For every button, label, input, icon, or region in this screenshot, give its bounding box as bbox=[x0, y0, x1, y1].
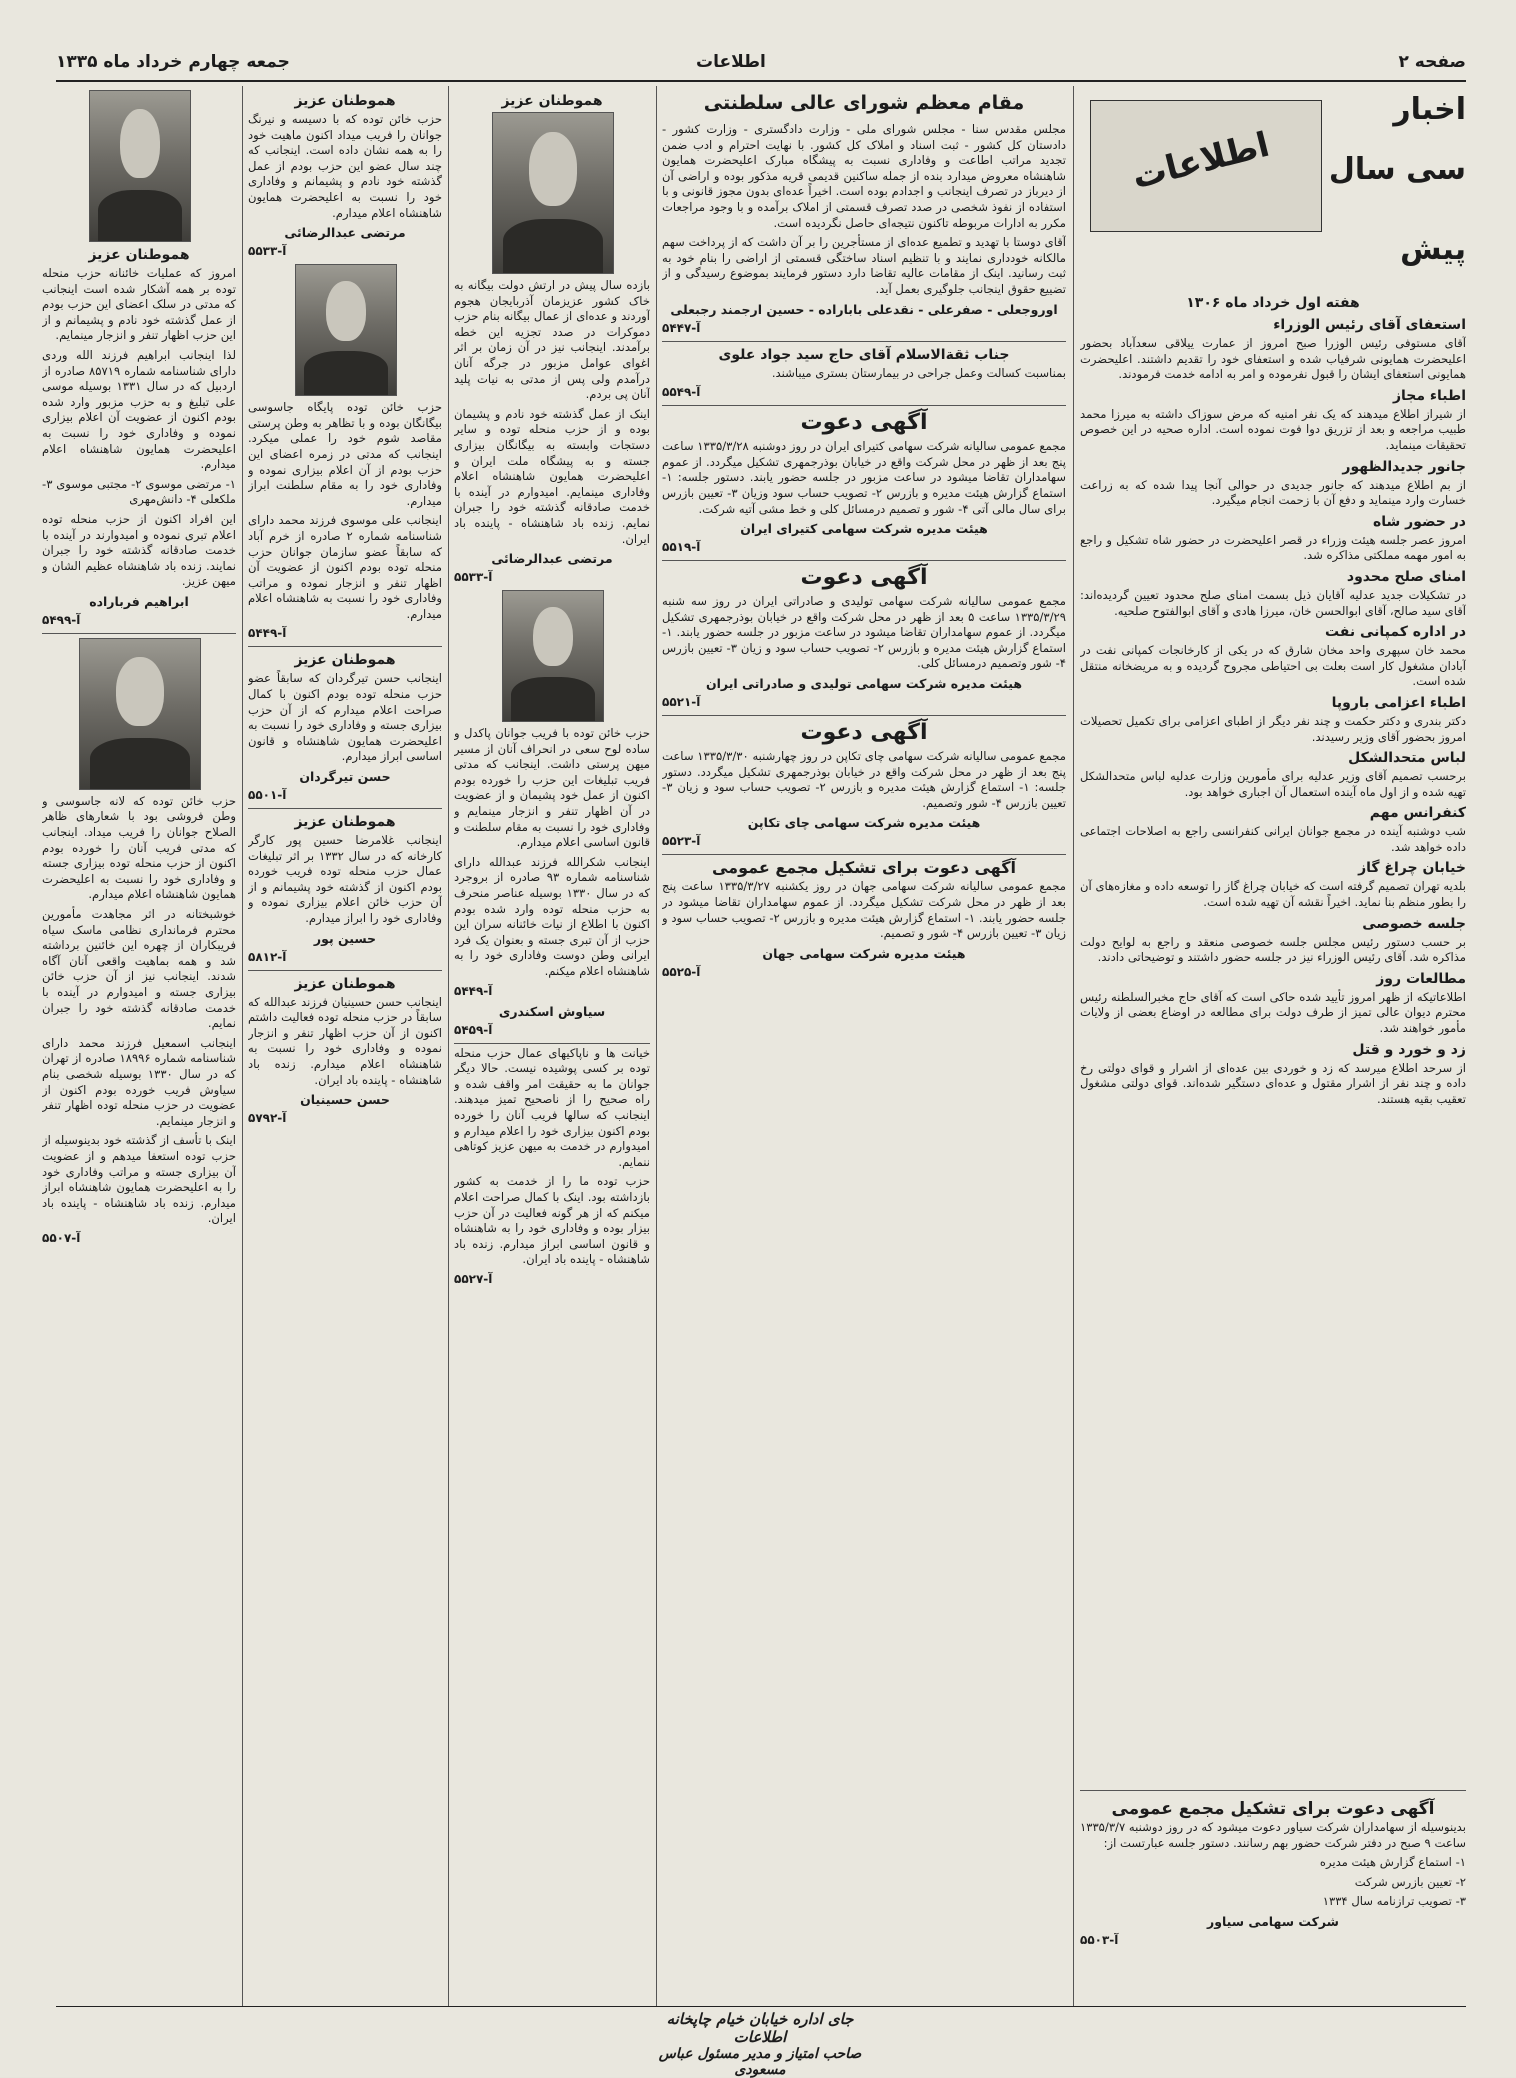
column-thirty-years-ago bbox=[1080, 90, 1466, 2005]
news-heading: خیابان چراغ گاز bbox=[1358, 860, 1466, 877]
column-petition-ads bbox=[662, 88, 1066, 2003]
statement-code: آ-۵۵۳۳ bbox=[248, 244, 287, 259]
news-text: از شیراز اطلاع میدهند که یک نفر امنیه که مرض سوزاک داشته به میرزا محمد طبیب مراجعه و بعد از تزریق دوا فوت نموده است. اداره صحیه در این خصوص تحقیقات مینماید. bbox=[1080, 406, 1466, 452]
portrait-photo bbox=[89, 90, 191, 242]
statement-body: اینک از عمل گذشته خود نادم و پشیمان بوده و از حزب منحله توده و سایر دستجات وابسته به بیگانگان بیزاری جسته و به پیشگاه ملت ایران و اعلیحضرت همایون شاهنشاه اعلام وفاداری مینمایم. امیدوارم در آینده با خدمت صادقانه گذشته خود را جبران نمایم. زنده باد شاهنشاه - پاینده باد ایران. bbox=[454, 406, 650, 546]
portrait-photo bbox=[502, 590, 604, 722]
footer-rule bbox=[56, 2006, 1466, 2007]
statement-body: این افراد اکنون از حزب منحله توده اعلام تبری نموده و امیدوارند در آینده با خدمت صادقانه گذشته خود را جبران نمایند. زنده باد شاهنشاه عظیم الشان و میهن عزیز. bbox=[42, 511, 236, 589]
statement-code: آ-۵۵۰۱ bbox=[248, 788, 287, 803]
ad-item: ۳- تصویب ترازنامه سال ۱۳۳۴ bbox=[1322, 1894, 1466, 1909]
statement-body: لذا اینجانب ابراهیم فرزند الله وردی دارای شناسنامه شماره ۸۵۷۱۹ صادره از اردبیل که در سال ۱۳۳۱ بوسیله موسی علی تبلیغ و به حزب مزبور وارد شده بودم اکنون از عضویت آن اعلام بیزاری نموده و وفاداری خود را نسبت به اعلیحضرت همایون شاهنشاه اعلام میدارم. bbox=[42, 347, 236, 472]
statement-body: اینجانب غلامرضا حسین پور کارگر کارخانه که در سال ۱۳۳۲ بر اثر تبلیغات عمال حزب منحله توده فریب خورده بودم اکنون از گذشته خود پشیمانم و از آن حزب خائن اعلام بیزاری نموده و وفاداری خود را ابراز میدارم. bbox=[248, 833, 442, 925]
statement-body: اینک با تأسف از گذشته خود بدینوسیله از حزب توده استعفا میدهم و از عضویت آن بیزاری جسته و مراتب وفاداری خود را به اعلیحضرت همایون شاهنشاه ابراز میدارم. زنده باد شاهنشاه - پاینده باد ایران. bbox=[42, 1133, 236, 1226]
logo-text: اطلاعات bbox=[1128, 124, 1274, 198]
statement-body: بازده سال پیش در ارتش دولت بیگانه به خاک کشور عزیزمان آذربایجان هجوم آوردند و عده‌ای از عمال بیگانه بنام حزب دموکرات در صدد تجزیه این خطه برآمدند. اینجانب نیز در آن زمان بر اثر اغوای عوامل مزبور در جرگه آنان درآمدم ولی پس از مدتی به نیات پلید آنان پی بردم. bbox=[454, 278, 650, 402]
news-heading: کنفرانس مهم bbox=[1369, 805, 1466, 822]
news-heading: جانور جدیدالظهور bbox=[1342, 458, 1466, 475]
week-heading: هفته اول خرداد ماه ۱۳۰۶ bbox=[1186, 295, 1360, 311]
ad-signature: هیئت مدیره شرکت سهامی جهان bbox=[762, 945, 966, 961]
petition-title: مقام معظم شورای عالی سلطنتی bbox=[703, 92, 1025, 114]
statement-title: هموطنان عزیز bbox=[88, 247, 190, 263]
column-statements-a bbox=[454, 88, 650, 2003]
column-divider bbox=[448, 86, 449, 2006]
statement-signature: ابراهیم فرباراده bbox=[89, 593, 189, 609]
statement-code: آ-۵۵۳۳ bbox=[454, 570, 493, 585]
ad-item: ۱- استماع گزارش هیئت مدیره bbox=[1319, 1855, 1466, 1870]
statement-body: اینجانب حسن حسینیان فرزند عبدالله که سابقاً در حزب منحله توده فعالیت داشتم اکنون از آن حزب اظهار تنفر و انزجار نموده و وفاداری خود را نسبت به شاهنشاه اعلام میدارم. زنده باد شاهنشاه - پاینده باد ایران. bbox=[248, 994, 442, 1087]
news-heading: امنای صلح محدود bbox=[1346, 568, 1466, 585]
ad-separator bbox=[1080, 1790, 1466, 1791]
portrait-photo bbox=[79, 638, 201, 790]
statement-code: آ-۵۴۵۹ bbox=[454, 1022, 493, 1037]
statement-body: خوشبختانه در اثر مجاهدت مأمورین محترم فرمانداری نظامی ماسک سیاه فریبکاران از چهره این خائنین برداشته شد و همه بماهیت واقعی آنان آگاه شدند. اینجانب نیز از آن حزب خائن بیزاری جسته و امیدوارم در آینده با خدمت صادقانه گذشته خود را جبران نمایم. bbox=[42, 907, 236, 1031]
statement-signature: مرتضی عبدالرضائی bbox=[284, 225, 406, 241]
news-heading: جلسه خصوصی bbox=[1362, 915, 1466, 932]
ad-title: آگهی دعوت bbox=[800, 410, 928, 436]
petition-body: آقای دوستا با تهدید و تطمیع عده‌ای از مستأجرین را بر آن داشت که از پرداخت سهم مالکانه خودداری نمایند و با تنظیم اسناد ساختگی قسمتی از اراضی را بنام خود به ثبت رسانید. اینک از مقامات عالیه تقاضا دارد دستور فرمایند بموضوع رسیدگی و از تضییع حقوق اینجانب جلوگیری بعمل آید. bbox=[662, 235, 1066, 296]
news-heading: لباس متحدالشکل bbox=[1348, 750, 1466, 767]
ad-code: آ-۵۵۱۹ bbox=[662, 540, 701, 555]
ad-code: آ-۵۵۲۱ bbox=[662, 695, 701, 710]
ad-text: مجمع عمومی سالیانه شرکت سهامی جهان در روز یکشنبه ۱۳۳۵/۳/۲۷ ساعت پنج بعد از ظهر در محل شرکت تشکیل میگردد. از عموم سهامداران تقاضا میشود در جلسه حضور یابند. ۱- استماع گزارش هیئت مدیره و بازرس ۲- تصویب حساب سود و زیان ۳- تعیین بازرس ۴- شور و تصمیم. bbox=[662, 879, 1066, 941]
statement-body: حزب خائن توده که لانه جاسوسی و وطن فروشی بود با شعارهای ظاهر الصلاح جوانان را فریب میداد. اینجانب که مدتی فریب آنان را خورده بودم اکنون از حزب منحله توده بیزاری جسته و وفاداری خود را نسبت به اعلیحضرت همایون شاهنشاه اعلام میدارم. bbox=[42, 793, 236, 902]
column-divider bbox=[1073, 86, 1074, 2006]
petition-signers: اوروجعلی - صفرعلی - نقدعلی باباراده - حسین ارجمند رجبعلی bbox=[670, 301, 1058, 317]
statement-code: آ-۵۵۰۷ bbox=[42, 1230, 81, 1245]
divider bbox=[248, 646, 442, 647]
column-statements-b bbox=[248, 88, 442, 2003]
divider bbox=[662, 341, 1066, 342]
portrait bbox=[492, 112, 612, 272]
portrait-photo bbox=[295, 264, 397, 396]
header-rule bbox=[56, 80, 1466, 82]
statement-body: خیانت ها و ناپاکیهای عمال حزب منحله توده بر کسی پوشیده نیست. حالا دیگر جوانان ما به حقیقت امر واقف شده و راه صحیح را از ناصحیح تمیز میدهند. اینجانب که سالها فریب آنان را خورده بودم اکنون بیزاری خود را اعلام میدارم و امیدوارم در خدمت به میهن عزیز کوتاهی ننمایم. bbox=[454, 1045, 650, 1169]
column-statements-c bbox=[42, 88, 236, 2003]
portrait bbox=[502, 590, 602, 720]
masthead-title-1: اخبار bbox=[1393, 92, 1466, 127]
notice-text: بمناسبت کسالت وعمل جراحی در بیمارستان بستری میباشند. bbox=[771, 365, 1066, 380]
ad-code: آ-۵۵۲۵ bbox=[662, 964, 701, 979]
statement-body: اینجانب شکرالله فرزند عبدالله دارای شناسنامه شماره ۹۳ صادره از بروجرد که در سال ۱۳۳۰ بوسیله عناصر منحرف به حزب منحله توده وارد شده بودم اکنون با اطلاع از نیات خائنانه سران این حزب از آن تبری جسته و بعنوان یک فرد ایرانی وطن دوست وفاداری خود را به شاهنشاه اعلام میکنم. bbox=[454, 854, 650, 978]
ad-text: مجمع عمومی سالیانه شرکت سهامی کتیرای ایران در روز دوشنبه ۱۳۳۵/۳/۲۸ ساعت پنج بعد از ظهر در محل شرکت واقع در خیابان بوذرجمهری تشکیل میگردد. از عموم سهامداران تقاضا میشود در ساعت مزبور در جلسه حضور یابند. دستور جلسه: ۱- استماع گزارش هیئت مدیره و بازرس ۲- تصویب حساب سود وزیان ۳- تعیین بازرس برای سال مالی آتی ۴- شور و تصمیم درمسائل کلی و خط مشی آتیه شرکت. bbox=[662, 439, 1066, 516]
news-text: بلدیه تهران تصمیم گرفته است که خیابان چراغ گاز را توسعه داده و مغازه‌های آن را بطور منظم بنا نماید. اخیراً نقشه آن تهیه شده است. bbox=[1080, 879, 1466, 910]
statement-code: آ-۵۸۱۲ bbox=[248, 949, 287, 964]
news-text: بر حسب دستور رئیس مجلس جلسه خصوصی منعقد و راجع به لوایح دولت مذاکره شد. آقای رئیس الوزراء نیز در جلسه حضور داشتند و توضیحاتی دادند. bbox=[1080, 934, 1466, 965]
statement-code: آ-۵۴۹۹ bbox=[42, 612, 81, 627]
publisher-stamp bbox=[640, 2010, 880, 2078]
divider bbox=[248, 808, 442, 809]
portrait bbox=[89, 90, 189, 240]
statement-signature: سیاوش اسکندری bbox=[498, 1003, 606, 1019]
divider bbox=[662, 405, 1066, 406]
masthead-title-2: سی سال bbox=[1328, 152, 1466, 187]
statement-title: هموطنان عزیز bbox=[294, 975, 396, 992]
statement-names: ۱- مرتضی موسوی ۲- مجتبی موسوی ۳- ملکعلی ۴- دانش‌مهری bbox=[42, 476, 236, 507]
news-text: اطلاعاتیکه از ظهر امروز تأیید شده حاکی است که آقای حاج مخبرالسلطنه رئیس محترم دیوان عالی تمیز از طرف دولت برای مطالعه در اوضاع بعضی از ولایات مأمور خواهند شد. bbox=[1080, 989, 1466, 1036]
news-text: محمد خان سپهری واحد مخان شارق که در یکی از کارخانجات کمپانی نفت در آبادان مشغول کار است بعلت بی احتیاطی مجروح گردیده و به مریضخانه منتقل شده است. bbox=[1080, 643, 1466, 689]
statement-title: هموطنان عزیز bbox=[294, 814, 396, 831]
ad-code: آ-۵۵۲۳ bbox=[662, 834, 701, 849]
ad-title: آگهی دعوت bbox=[800, 565, 928, 591]
news-heading: زد و خورد و قتل bbox=[1352, 1041, 1466, 1058]
statement-body: حزب خائن توده با فریب جوانان پاکدل و ساده لوح سعی در انحراف آنان از مسیر میهن پرستی داشت. اینجانب که مدتی فریب تبلیغات این حزب را خورده بودم اکنون از عمل خود پشیمان و از عضویت در آن اظهار تنفر و انزجار مینمایم و وفاداری خود را نسبت به مقام سلطنت و قانون اساسی اعلام میدارم. bbox=[454, 726, 650, 850]
news-text: شب دوشنبه آینده در مجمع جوانان ایرانی کنفرانسی راجع به اصلاحات اجتماعی داده خواهد شد. bbox=[1080, 824, 1466, 854]
issue-date: جمعه چهارم خرداد ماه ۱۳۳۵ bbox=[56, 52, 290, 72]
petition-body: مجلس مقدس سنا - مجلس شورای ملی - وزارت دادگستری - وزارت کشور - دادستان کل کشور - ثبت اسناد و املاک کل کشور. با نهایت احترام و ادب ضمن تجدید مراتب اطاعت و وفاداری نسبت به پیشگاه مبارک اعلیحضرت همایون شاهنشاه معروض میدارد بنده از جمله ساکنین قدیمی قریه مذکور بوده و اراضی آن از دیرباز در تصرف اینجانب و اجدادم بوده است. اخیراً عده‌ای بدون مجوز قانونی و با استفاده از نفوذ شخصی در صدد تصرف قسمتی از املاک برآمده و با وجود مراجعات مکرر به ادارات مربوطه تاکنون نتیجه‌ای حاصل نگردیده است. bbox=[662, 122, 1066, 230]
ad-signature: هیئت مدیره شرکت سهامی چای تکاپن bbox=[747, 815, 981, 831]
ad-title: آگهی دعوت bbox=[800, 720, 928, 746]
statement-signature: حسین پور bbox=[313, 930, 377, 946]
statement-code: آ-۵۵۲۷ bbox=[454, 1271, 493, 1286]
news-text: در تشکیلات جدید عدلیه آقایان ذیل بسمت امنای صلح محدود تعیین گردیده‌اند: آقای سید صالح، آقای ابوالحسن خان، میرزا هادی و آقای ابوالفتوح صلحیه. bbox=[1080, 587, 1466, 618]
publisher-owner: صاحب امتیاز و مدیر مسئول عباس مسعودی bbox=[658, 2046, 862, 2078]
news-heading: اطباء مجاز bbox=[1392, 387, 1466, 404]
news-heading: مطالعات روز bbox=[1376, 970, 1466, 987]
column-divider bbox=[242, 86, 243, 2006]
statement-code: آ-۵۴۴۹ bbox=[454, 983, 493, 998]
column-divider bbox=[656, 86, 657, 2006]
statement-title: هموطنان عزیز bbox=[294, 652, 396, 669]
portrait bbox=[79, 638, 199, 788]
statement-signature: مرتضی عبدالرضائی bbox=[491, 551, 613, 567]
divider bbox=[662, 854, 1066, 855]
news-text: برحسب تصمیم آقای وزیر عدلیه برای مأمورین وزارت عدلیه لباس متحدالشکل تهیه شده و از اول ماه آینده استعمال آن اجباری خواهد بود. bbox=[1080, 769, 1466, 799]
divider bbox=[248, 970, 442, 971]
statement-code: آ-۵۷۹۲ bbox=[248, 1111, 287, 1126]
ad-text: مجمع عمومی سالیانه شرکت سهامی چای تکاپن در روز چهارشنبه ۱۳۳۵/۳/۳۰ ساعت پنج بعد از ظهر در محل شرکت واقع در خیابان بوذرجمهری تشکیل میگردد. دستور جلسه: ۱- استماع گزارش هیئت مدیره و بازرس ۲- تصویب حساب سود و زیان ۳- تعیین بازرس ۴- شور وتصمیم. bbox=[662, 749, 1066, 810]
statement-body: حزب خائن توده که با دسیسه و نیرنگ جوانان را فریب میداد اکنون ماهیت خود را به همه نشان داده است. اینجانب که چند سال عضو این حزب بودم از عمل گذشته خود نادم و پشیمانم و وفاداری خود را نسبت به اعلیحضرت همایون شاهنشاه اعلام میدارم. bbox=[248, 112, 442, 220]
ad-signature: شرکت سهامی سیاور bbox=[1207, 1913, 1339, 1929]
divider bbox=[42, 633, 236, 634]
ad-text: بدینوسیله از سهامداران شرکت سیاور دعوت میشود که در روز دوشنبه ۱۳۳۵/۳/۷ ساعت ۹ صبح در دفتر شرکت حضور بهم رسانند. دستور جلسه عبارتست از: bbox=[1080, 1820, 1466, 1850]
news-text: از بم اطلاع میدهند که جانور جدیدی در حوالی آنجا پیدا شده که به زراعت خسارت وارد مینماید و دفع آن با زحمت انجام میگیرد. bbox=[1080, 477, 1466, 508]
news-heading: در حضور شاه bbox=[1372, 513, 1466, 530]
portrait-photo bbox=[492, 112, 614, 274]
ad-signature: هیئت مدیره شرکت سهامی تولیدی و صادراتی ایران bbox=[705, 676, 1023, 692]
statement-signature: حسن تیرگردان bbox=[299, 769, 391, 785]
news-text: امروز عصر جلسه هیئت وزراء در قصر اعلیحضرت در حضور شاه تشکیل و راجع به امور مهمه مملکتی مذاکره شد. bbox=[1080, 532, 1466, 563]
divider bbox=[662, 560, 1066, 561]
ettelaat-logo bbox=[1090, 100, 1322, 232]
ad-title: آگهی دعوت برای تشکیل مجمع عمومی bbox=[1111, 1799, 1435, 1819]
statement-code: آ-۵۴۴۹ bbox=[248, 626, 287, 641]
statement-body: اینجانب حسن تیرگردان که سابقاً عضو حزب منحله توده بودم اکنون با کمال صراحت اعلام میدارم که از آن حزب بیزاری جسته و وفاداری خود را نسبت به اعلیحضرت همایون شاهنشاه و قانون اساسی ابراز میدارم. bbox=[248, 671, 442, 764]
ad-code: آ-۵۵۰۳ bbox=[1080, 1932, 1119, 1947]
portrait bbox=[295, 264, 395, 394]
statement-signature: حسن حسینیان bbox=[300, 1092, 390, 1108]
news-heading: اطباء اعزامی باروپا bbox=[1331, 694, 1466, 711]
ad-signature: هیئت مدیره شرکت سهامی کتیرای ایران bbox=[740, 521, 988, 537]
statement-title: هموطنان عزیز bbox=[294, 93, 396, 109]
statement-title: هموطنان عزیز bbox=[501, 93, 603, 109]
page-number: صفحه ۲ bbox=[1398, 52, 1466, 72]
petition-code: آ-۵۴۴۷ bbox=[662, 320, 701, 335]
statement-body: اینجانب علی موسوی فرزند محمد دارای شناسنامه شماره ۲ صادره از خرم آباد که سابقاً عضو سازمان جوانان حزب منحله توده بودم اکنون از عضویت آن اظهار تنفر و انزجار نموده و مراتب وفاداری خود را نسبت به شاهنشاه اعلام میدارم. bbox=[248, 513, 442, 621]
news-text: از سرحد اطلاع میرسد که زد و خوردی بین عده‌ای از اشرار و قوای دولتی رخ داده و چند نفر از اشرار مقتول و عده‌ای دستگیر شده‌اند. قوای دولتی مشغول تعقیب بقیه هستند. bbox=[1080, 1060, 1466, 1106]
news-text: آقای مستوفی رئیس الوزرا صبح امروز از عمارت ییلاقی سعدآباد بحضور اعلیحضرت همایونی شرفیاب شده و استعفای خود را تقدیم داشتند. اعلیحضرت همایونی استعفای ایشان را قبول نفرموده و امر به ادامه خدمت فرمودند. bbox=[1080, 336, 1466, 382]
thirty-years-masthead bbox=[1080, 90, 1466, 290]
paper-name: اطلاعات bbox=[696, 52, 766, 72]
masthead-title-3: پیش bbox=[1400, 232, 1466, 267]
divider bbox=[662, 715, 1066, 716]
notice-code: آ-۵۵۴۹ bbox=[662, 385, 701, 400]
ad-title: آگهی دعوت برای تشکیل مجمع عمومی bbox=[711, 858, 1017, 878]
page-header bbox=[56, 50, 1466, 78]
statement-body: امروز که عملیات خائنانه حزب منحله توده بر همه آشکار شده است اینجانب که مدتی در سلک اعضای این حزب بودم از عمل گذشته خود نادم و پشیمانم و از این حزب اظهار تنفر و انزجار مینمایم. bbox=[42, 266, 236, 343]
news-heading: در اداره کمپانی نفت bbox=[1324, 624, 1466, 641]
ad-text: مجمع عمومی سالیانه شرکت سهامی تولیدی و صادراتی ایران در روز سه شنبه ۱۳۳۵/۳/۲۹ ساعت ۵ بعد از ظهر در محل شرکت واقع در خیابان بوذرجمهری تشکیل میگردد. از عموم سهامداران تقاضا میشود در ساعت مزبور در جلسه حضور یابند. ۱- استماع گزارش هیئت مدیره و بازرس ۲- تصویب حساب سود و زیان ۳- تعیین بازرس ۴- شور وتصمیم درمسائل کلی. bbox=[662, 594, 1066, 671]
ad-siavar bbox=[1080, 1796, 1466, 1996]
notice-title: جناب ثقةالاسلام آقای حاج سید جواد علوی bbox=[718, 346, 1010, 363]
ad-item: ۲- تعیین بازرس شرکت bbox=[1354, 1874, 1466, 1889]
divider bbox=[454, 1043, 650, 1044]
publisher-address: جای اداره خیابان خیام چاپخانه اطلاعات bbox=[666, 2010, 854, 2046]
statement-body: حزب خائن توده پایگاه جاسوسی بیگانگان بوده و با تظاهر به وطن پرستی مقاصد شوم خود را عملی میکرد. اینجانب که مدتی در زمره اعضای این حزب بودم از آن اعلام بیزاری نموده و وفاداری خود را به مقام سلطنت ابراز میدارم. bbox=[248, 400, 442, 508]
news-text: دکتر بندری و دکتر حکمت و چند نفر دیگر از اطبای اعزامی برای تکمیل تحصیلات امروز بحضور آقای وزیر رسیدند. bbox=[1080, 713, 1466, 744]
statement-body: حزب توده ما را از خدمت به کشور بازداشته بود. اینک با کمال صراحت اعلام میکنم که از هر گونه فعالیت در آن حزب بیزار بوده و وفاداری خود را به شاهنشاه و قانون اساسی ابراز میدارم. زنده باد شاهنشاه - پاینده باد ایران. bbox=[454, 1174, 650, 1267]
statement-body: اینجانب اسمعیل فرزند محمد دارای شناسنامه شماره ۱۸۹۹۶ صادره از تهران که در سال ۱۳۳۰ بوسیله شخصی بنام سیاوش فریب خورده بودم اکنون از عضویت در حزب منحله توده اظهار تنفر و انزجار مینمایم. bbox=[42, 1035, 236, 1128]
news-heading: استعفای آقای رئیس الوزراء bbox=[1273, 317, 1466, 333]
